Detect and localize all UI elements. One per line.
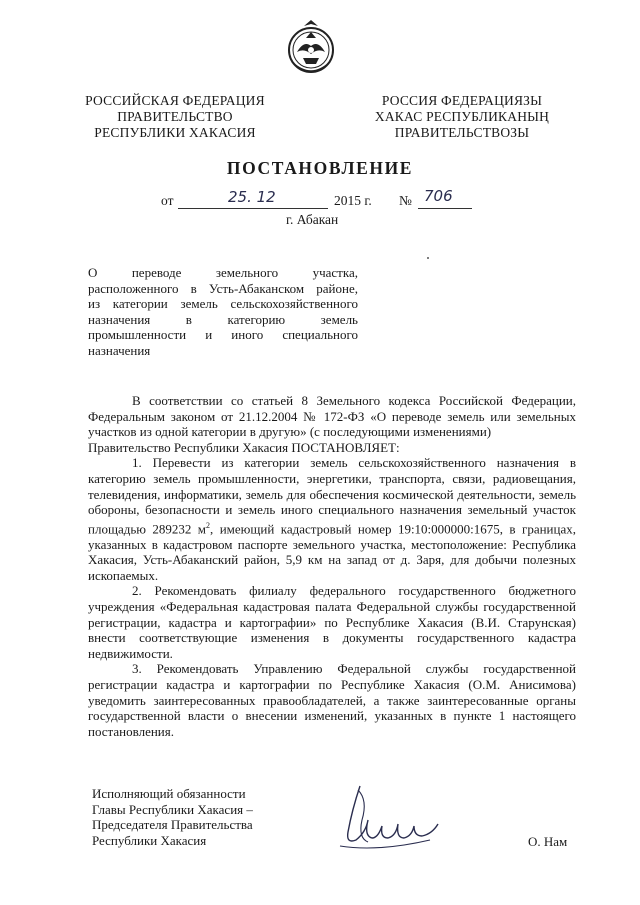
item-1-text-b: , имеющий кадастровый номер 19:10:000000:1675, в границах, указанных в кадастровом паспорте земельного участка, местоположение: Республика Хакасия, Усть-Абаканский район, 5,9 км на запад от д. Заря, для добычи полезных ископаемых.	[88, 521, 576, 583]
subject-line: О переводе земельного участка,	[88, 265, 358, 280]
signatory-position	[92, 786, 253, 849]
subject-block	[88, 265, 358, 359]
coat-of-arms-emblem	[286, 18, 336, 78]
number-label: №	[399, 193, 412, 208]
item-1-paragraph	[88, 455, 576, 583]
signatory-position-line: Председателя Правительства	[92, 817, 253, 833]
header-left-line: РЕСПУБЛИКИ ХАКАСИЯ	[94, 125, 256, 140]
subject-line: расположенного в Усть-Абаканском районе,	[88, 280, 358, 296]
date-underline	[178, 208, 328, 209]
item-3-paragraph: 3. Рекомендовать Управлению Федеральной службы государственной регистрации кадастра и картографии по Республике Хакасия (О.М. Анисимова) уведомить заинтересованных правообладателей, а также заинтересованные органы государственной власти о внесении изменений, указанных в пункте 1 настоящего постановления.	[88, 661, 576, 739]
header-left-block	[80, 93, 270, 141]
header-right-line: ПРАВИТЕЛЬСТВОЗЫ	[394, 125, 530, 140]
item-2-paragraph: 2. Рекомендовать филиалу федерального государственного бюджетного учреждения «Федеральная кадастровая палата Федеральной службы государственной регистрации, кадастра и картографии» по Республике Хакасия (В.И. Старунская) внести соответствующие изменения в документы государственного кадастра недвижимости.	[88, 583, 576, 661]
year-label: 2015 г.	[334, 193, 372, 208]
subject-line: назначения в категорию земель	[88, 311, 358, 327]
item-1-superscript: 2	[206, 520, 211, 530]
subject-line: из категории земель сельскохозяйственного	[88, 296, 358, 312]
signatory-position-line: Исполняющий обязанности	[92, 786, 246, 801]
signatory-position-line: Республики Хакасия	[92, 833, 207, 849]
preamble-paragraph: В соответствии со статьей 8 Земельного кодекса Российской Федерации, Федеральным законом от 21.12.2004 № 172-ФЗ «О переводе земель или земельных участков из одной категории в другую» (с последующими изменениями)	[88, 393, 576, 440]
handwritten-signature	[338, 780, 448, 860]
header-right-block	[362, 93, 562, 141]
header-left-line: РОССИЙСКАЯ ФЕДЕРАЦИЯ	[85, 93, 265, 108]
number-underline	[418, 208, 472, 209]
date-from-label: от	[161, 193, 174, 208]
date-handwritten: 25. 12	[228, 188, 276, 206]
stray-mark	[427, 257, 429, 259]
header-right-line: РОССИЯ ФЕДЕРАЦИЯЗЫ	[381, 93, 543, 108]
header-left-line: ПРАВИТЕЛЬСТВО	[117, 109, 233, 124]
item-1-text-a: 1. Перевести из категории земель сельскохозяйственного назначения в категорию земель промышленности, энергетики, транспорта, связи, радиовещания, телевидения, информатики, земель для обеспечения космической деятельности, земель обороны, безопасности и земель иного специального назначения земельный участок площадью 289232 м	[88, 455, 576, 537]
city-label: г. Абакан	[286, 212, 339, 227]
signatory-name: О. Нам	[528, 834, 568, 849]
document-body	[88, 393, 576, 739]
preamble-decree-line: Правительство Республики Хакасия ПОСТАНОВЛЯЕТ:	[88, 439, 400, 455]
signatory-position-line: Главы Республики Хакасия –	[92, 801, 253, 817]
subject-line: промышленности и иного специального	[88, 327, 358, 343]
date-number-line	[0, 187, 640, 211]
subject-line: назначения	[88, 342, 151, 358]
document-title: ПОСТАНОВЛЕНИЕ	[226, 158, 414, 178]
header-right-line: ХАКАС РЕСПУБЛИКАНЫҢ	[374, 109, 550, 124]
number-handwritten: 706	[424, 187, 453, 205]
